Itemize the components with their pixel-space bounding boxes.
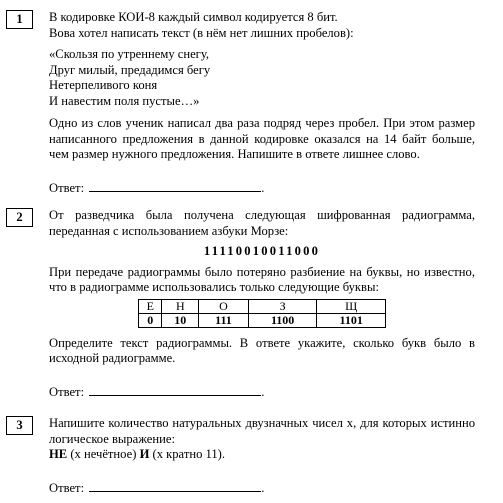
task-body <box>49 416 475 496</box>
intro-text: Напишите количество натуральных двузначных чисел x, для которых истинно логическое выражение: <box>49 416 475 446</box>
morse-code: 11110010011000 <box>203 244 321 258</box>
answer-label: Ответ: <box>49 384 85 399</box>
answer-row <box>49 479 475 497</box>
question-text: Одно из слов ученик написал два раза подряд через пробел. При этом размер написанного предложения в данной кодировке оказался на 14 байт больше, чем размер нужного предложения. Напишите в ответе лишнее слово. <box>49 116 475 161</box>
question-text: Определите текст радиограммы. В ответе укажите, сколько букв было в исходной радиограмме. <box>49 335 475 365</box>
letter-cell: З <box>248 299 317 313</box>
answer-label: Ответ: <box>49 480 85 495</box>
letter-cell: Щ <box>317 299 386 313</box>
code-cell: 111 <box>199 313 249 327</box>
poem-line: «Скользя по утреннему снегу, <box>49 47 210 61</box>
code-cell: 1101 <box>317 313 386 327</box>
middle-text: При передаче радиограммы было потеряно разбиение на буквы, но известно, что в радиограмме использовались только следующие буквы: <box>49 264 475 294</box>
task-1 <box>6 10 497 196</box>
intro-text: От разведчика была получена следующая шифрованная радиограмма, переданная с использованием азбуки Морзе: <box>49 208 475 238</box>
intro-line: Вова хотел написать текст (в нём нет лишних пробелов): <box>49 25 354 40</box>
task-body <box>49 208 475 400</box>
not-operator: НЕ <box>49 447 68 461</box>
answer-period: . <box>261 480 265 495</box>
logic-expression <box>49 447 475 463</box>
answer-period: . <box>261 384 265 399</box>
task-number: 1 <box>6 10 33 29</box>
code-cell: 0 <box>139 313 162 327</box>
and-operator: И <box>139 447 150 461</box>
task-number: 2 <box>6 208 33 227</box>
answer-field[interactable] <box>89 383 261 396</box>
answer-row <box>49 383 475 401</box>
morse-table <box>138 299 386 328</box>
letter-cell: О <box>199 299 249 313</box>
task-number: 3 <box>6 416 33 435</box>
code-cell: 10 <box>162 313 199 327</box>
letter-cell: Н <box>162 299 199 313</box>
task-2 <box>6 208 497 400</box>
codes-row <box>139 313 386 327</box>
poem-line: Нетерпеливого коня <box>49 78 158 92</box>
answer-row <box>49 179 475 197</box>
letters-row <box>139 299 386 313</box>
poem-line: Друг милый, предадимся бегу <box>49 62 211 77</box>
intro-line: В кодировке КОИ-8 каждый символ кодируется 8 бит. <box>49 10 338 24</box>
answer-field[interactable] <box>89 479 261 492</box>
task-body <box>49 10 475 196</box>
letter-cell: Е <box>139 299 162 313</box>
answer-period: . <box>261 180 265 195</box>
expr-part: (x нечётное) <box>67 447 140 461</box>
code-cell: 1100 <box>248 313 317 327</box>
expr-part: (x кратно 11). <box>149 447 225 461</box>
poem-line: И навестим поля пустые…» <box>49 93 200 108</box>
answer-field[interactable] <box>89 179 261 192</box>
task-3 <box>6 416 497 496</box>
answer-label: Ответ: <box>49 180 85 195</box>
poem-quote <box>49 47 475 109</box>
